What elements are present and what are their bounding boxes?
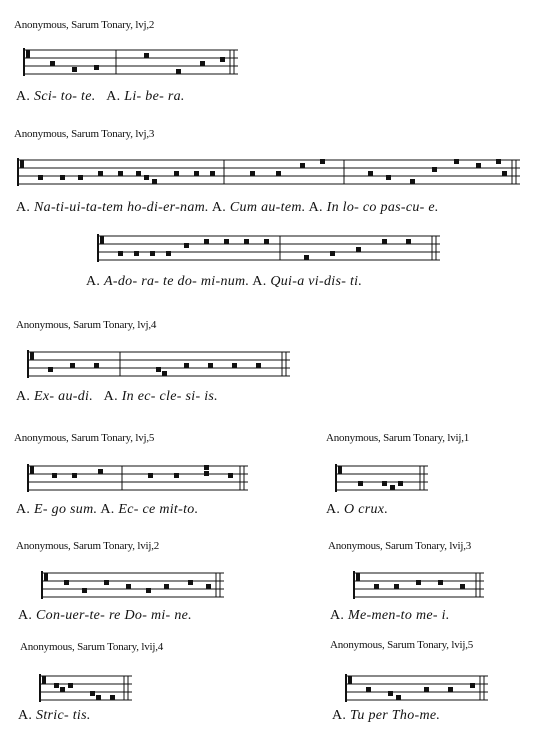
- lyric-line: [16, 389, 218, 405]
- source-citation: Anonymous, Sarum Tonary, lvij,4: [20, 641, 164, 653]
- source-citation: Anonymous, Sarum Tonary, lvj,3: [14, 128, 155, 140]
- lyric-text: Con-uer-te- re Do- mi- ne.: [36, 608, 192, 623]
- antiphon-label: A.: [100, 502, 115, 517]
- antiphon-label: A.: [330, 608, 345, 623]
- antiphon-label: A.: [106, 89, 121, 104]
- antiphon-label: A.: [308, 200, 323, 215]
- lyric-line: [330, 608, 450, 624]
- antiphon-label: A.: [332, 708, 347, 723]
- source-citation: Anonymous, Sarum Tonary, lvij,2: [16, 540, 160, 552]
- antiphon-label: A.: [86, 274, 101, 289]
- lyric-text: In lo- co pas-cu- e.: [326, 200, 439, 215]
- lyric-line: [16, 502, 198, 518]
- lyric-text: Ex- au-di.: [34, 389, 94, 404]
- lyric-text: Ec- ce mit-to.: [118, 502, 199, 517]
- lyric-line: [18, 608, 192, 624]
- source-citation: Anonymous, Sarum Tonary, lvij,3: [328, 540, 472, 552]
- antiphon-label: A.: [16, 502, 31, 517]
- lyric-text: E- go sum.: [34, 502, 98, 517]
- antiphon-label: A.: [18, 608, 33, 623]
- lyric-line: [16, 200, 439, 216]
- lyric-text: Na-ti-ui-ta-tem ho-di-er-nam.: [34, 200, 209, 215]
- music-staff: [24, 346, 294, 384]
- lyric-text: Cum au-tem.: [229, 200, 306, 215]
- antiphon-label: A.: [16, 200, 31, 215]
- lyric-text: Qui-a vi-dis- ti.: [270, 274, 363, 289]
- music-staff: [332, 460, 432, 498]
- antiphon-label: A.: [103, 389, 118, 404]
- lyric-text: In ec- cle- si- is.: [121, 389, 218, 404]
- lyric-text: Sci- to- te.: [34, 89, 96, 104]
- music-staff: [342, 670, 492, 708]
- lyric-text: Tu per Tho-me.: [350, 708, 441, 723]
- music-staff: [20, 44, 240, 82]
- antiphon-label: A.: [18, 708, 33, 723]
- music-staff: [24, 460, 252, 498]
- music-staff: [350, 567, 488, 605]
- lyric-line: [18, 708, 91, 724]
- antiphon-label: A.: [252, 274, 267, 289]
- lyric-text: Li- be- ra.: [124, 89, 185, 104]
- lyric-line: [332, 708, 440, 724]
- lyric-text: Me-men-to me- i.: [348, 608, 450, 623]
- antiphon-label: A.: [16, 389, 31, 404]
- antiphon-label: A.: [16, 89, 31, 104]
- source-citation: Anonymous, Sarum Tonary, lvj,5: [14, 432, 155, 444]
- source-citation: Anonymous, Sarum Tonary, lvj,2: [14, 19, 155, 31]
- source-citation: Anonymous, Sarum Tonary, lvj,4: [16, 319, 157, 331]
- lyric-text: Stric- tis.: [36, 708, 91, 723]
- antiphon-label: A.: [326, 502, 341, 517]
- source-citation: Anonymous, Sarum Tonary, lvij,1: [326, 432, 470, 444]
- music-staff: [94, 230, 444, 268]
- lyric-line: [16, 89, 185, 105]
- source-citation: Anonymous, Sarum Tonary, lvij,5: [330, 639, 474, 651]
- lyric-text: A-do- ra- te do- mi-num.: [104, 274, 250, 289]
- lyric-line: [326, 502, 388, 518]
- music-staff: [38, 567, 228, 605]
- music-staff: [14, 154, 524, 192]
- antiphon-label: A.: [211, 200, 227, 215]
- lyric-line: [86, 274, 362, 290]
- music-staff: [36, 670, 136, 708]
- lyric-text: O crux.: [344, 502, 389, 517]
